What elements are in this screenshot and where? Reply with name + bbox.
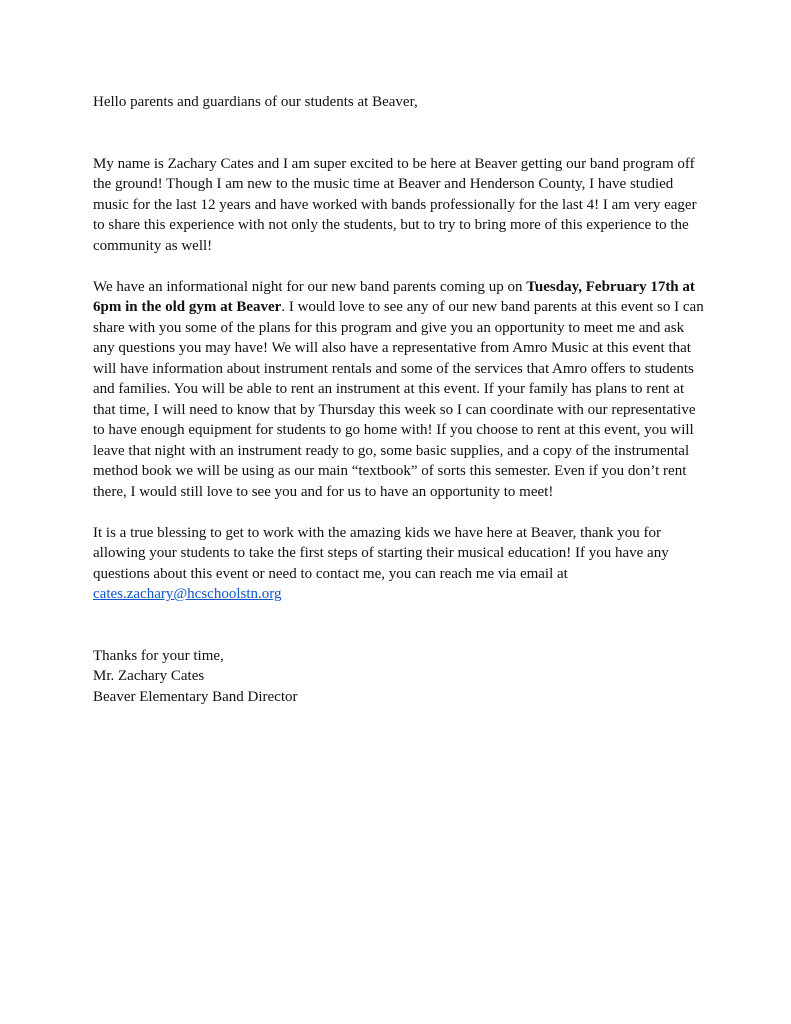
signature-block (93, 646, 705, 708)
event-paragraph (93, 277, 705, 503)
letter-document (93, 92, 705, 707)
intro-paragraph: My name is Zachary Cates and I am super excited to be here at Beaver getting our band program off the ground! Though I am new to the music time at Beaver and Henderson County, I have studied music for the last 12 years and have worked with bands professionally for the last 4! I am very eager to share this experience with not only the students, but to try to bring more of this experience to the community as well! (93, 155, 697, 254)
signature-name: Mr. Zachary Cates (93, 668, 205, 684)
event-details: Tuesday, February 17th at 6pm in the old gym at Beaver (93, 278, 695, 315)
email-link[interactable]: cates.zachary@hcschoolstn.org (93, 586, 282, 602)
signoff-line: Thanks for your time, (93, 647, 224, 664)
event-paragraph-lead: We have an informational night for our new band parents coming up on (93, 278, 527, 295)
closing-paragraph-text: It is a true blessing to get to work with the amazing kids we have here at Beaver, thank you for allowing your students to take the first steps of starting their musical education! If you have any questions about this event or need to contact me, you can reach me via email at (93, 524, 669, 582)
greeting-line: Hello parents and guardians of our students at Beaver, (93, 94, 418, 110)
event-paragraph-rest: . I would love to see any of our new band parents at this event so I can share with you some of the plans for this program and give you an opportunity to meet me and ask any questions you may have! We will also have a representative from Amro Music at this event that will have information about instrument rentals and some of the services that Amro offers to students and families. You will be able to rent an instrument at this event. If your family has plans to rent at that time, I will need to know that by Thursday this week so I can coordinate with our representative to have enough equipment for students to go home with! If you choose to rent at this event, you will leave that night with an instrument ready to go, some basic supplies, and a copy of the instrumental method book we will be using as our main “textbook” of sorts this semester. Even if you don’t rent there, I would still love to see you and for us to have an opportunity to meet! (93, 299, 704, 500)
closing-paragraph (93, 523, 705, 605)
signature-title: Beaver Elementary Band Director (93, 688, 298, 705)
